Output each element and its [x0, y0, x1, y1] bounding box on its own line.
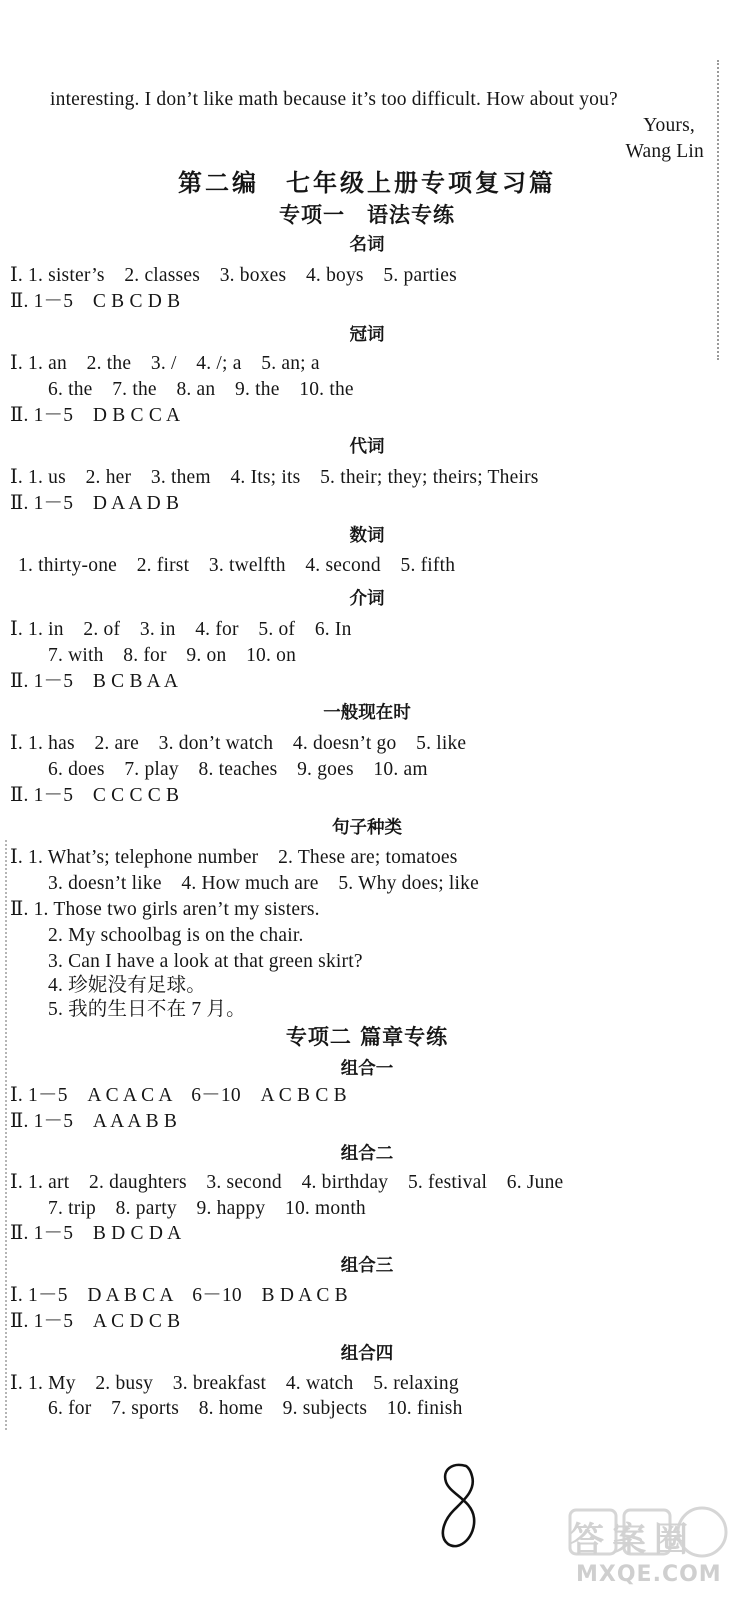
answer-line: Ⅱ. 1－5 B D C D A: [10, 1223, 182, 1244]
letter-line: interesting. I don’t like math because it’s too difficult. How about you?: [50, 89, 618, 110]
answer-line: Ⅰ. 1－5 A C A C A 6－10 A C B C B: [10, 1085, 347, 1106]
heading-group-2: 组合二: [340, 1144, 394, 1164]
heading-sentence-types: 句子种类: [332, 818, 402, 838]
answer-line: Ⅱ. 1－5 A A A B B: [10, 1111, 178, 1132]
answer-line: Ⅰ. 1. What’s; telephone number 2. These are; tomatoes: [10, 847, 458, 868]
heading-pronouns: 代词: [349, 437, 385, 457]
watermark-text: 答案圈: [570, 1520, 696, 1560]
answer-line: 3. doesn’t like 4. How much are 5. Why does; like: [48, 873, 479, 894]
answer-line: 7. with 8. for 9. on 10. on: [48, 645, 297, 666]
letter-signature: Wang Lin: [625, 141, 704, 162]
answer-line: Ⅰ. 1. My 2. busy 3. breakfast 4. watch 5. relaxing: [10, 1373, 459, 1394]
answer-line: Ⅱ. 1－5 D B C C A: [10, 405, 181, 426]
answer-line: 6. does 7. play 8. teaches 9. goes 10. am: [48, 759, 428, 780]
answer-line: Ⅱ. 1－5 A C D C B: [10, 1311, 181, 1332]
answer-line: Ⅰ. 1. has 2. are 3. don’t watch 4. doesn’t go 5. like: [10, 733, 467, 754]
answer-line: Ⅰ. 1. us 2. her 3. them 4. Its; its 5. their; they; theirs; Theirs: [10, 467, 539, 488]
answer-line: 7. trip 8. party 9. happy 10. month: [48, 1198, 366, 1219]
heading-numerals: 数词: [349, 526, 385, 546]
heading-group-4: 组合四: [340, 1344, 394, 1364]
heading-nouns: 名词: [349, 235, 385, 255]
answer-line: Ⅰ. 1. in 2. of 3. in 4. for 5. of 6. In: [10, 619, 352, 640]
answer-line: Ⅱ. 1－5 C B C D B: [10, 291, 181, 312]
answer-line: 2. My schoolbag is on the chair.: [48, 925, 304, 946]
answer-line: 6. for 7. sports 8. home 9. subjects 10. finish: [48, 1398, 463, 1419]
heading-articles: 冠词: [349, 325, 385, 345]
answer-line: Ⅰ. 1. sister’s 2. classes 3. boxes 4. boys 5. parties: [10, 265, 457, 286]
section-2-title: 专项二 篇章专练: [285, 1025, 449, 1049]
part-title: 第二编 七年级上册专项复习篇: [178, 169, 556, 197]
answer-line: 3. Can I have a look at that green skirt?: [48, 951, 363, 972]
heading-group-1: 组合一: [340, 1059, 394, 1079]
answer-line: Ⅰ. 1－5 D A B C A 6－10 B D A C B: [10, 1285, 348, 1306]
answer-line: 5. 我的生日不在 7 月。: [48, 999, 246, 1020]
answer-line: Ⅱ. 1－5 B C B A A: [10, 671, 179, 692]
answer-line: Ⅰ. 1. art 2. daughters 3. second 4. birthday 5. festival 6. June: [10, 1172, 564, 1193]
letter-closing: Yours,: [643, 115, 695, 136]
answer-line: Ⅱ. 1. Those two girls aren’t my sisters.: [10, 899, 320, 920]
answer-line: 1. thirty-one 2. first 3. twelfth 4. second 5. fifth: [18, 555, 456, 576]
answer-line: Ⅰ. 1. an 2. the 3. / 4. /; a 5. an; a: [10, 353, 320, 374]
heading-prepositions: 介词: [349, 589, 385, 609]
heading-present-simple: 一般现在时: [323, 703, 411, 723]
watermark-url: MXQE.COM: [576, 1562, 722, 1587]
page-number: [430, 1460, 490, 1560]
answer-line: Ⅱ. 1－5 D A A D B: [10, 493, 180, 514]
heading-group-3: 组合三: [340, 1256, 394, 1276]
answer-line: 4. 珍妮没有足球。: [48, 975, 207, 996]
answer-line: Ⅱ. 1－5 C C C C B: [10, 785, 180, 806]
watermark-logo: [560, 1500, 734, 1600]
section-1-title: 专项一 语法专练: [279, 203, 455, 227]
answer-line: 6. the 7. the 8. an 9. the 10. the: [48, 379, 354, 400]
